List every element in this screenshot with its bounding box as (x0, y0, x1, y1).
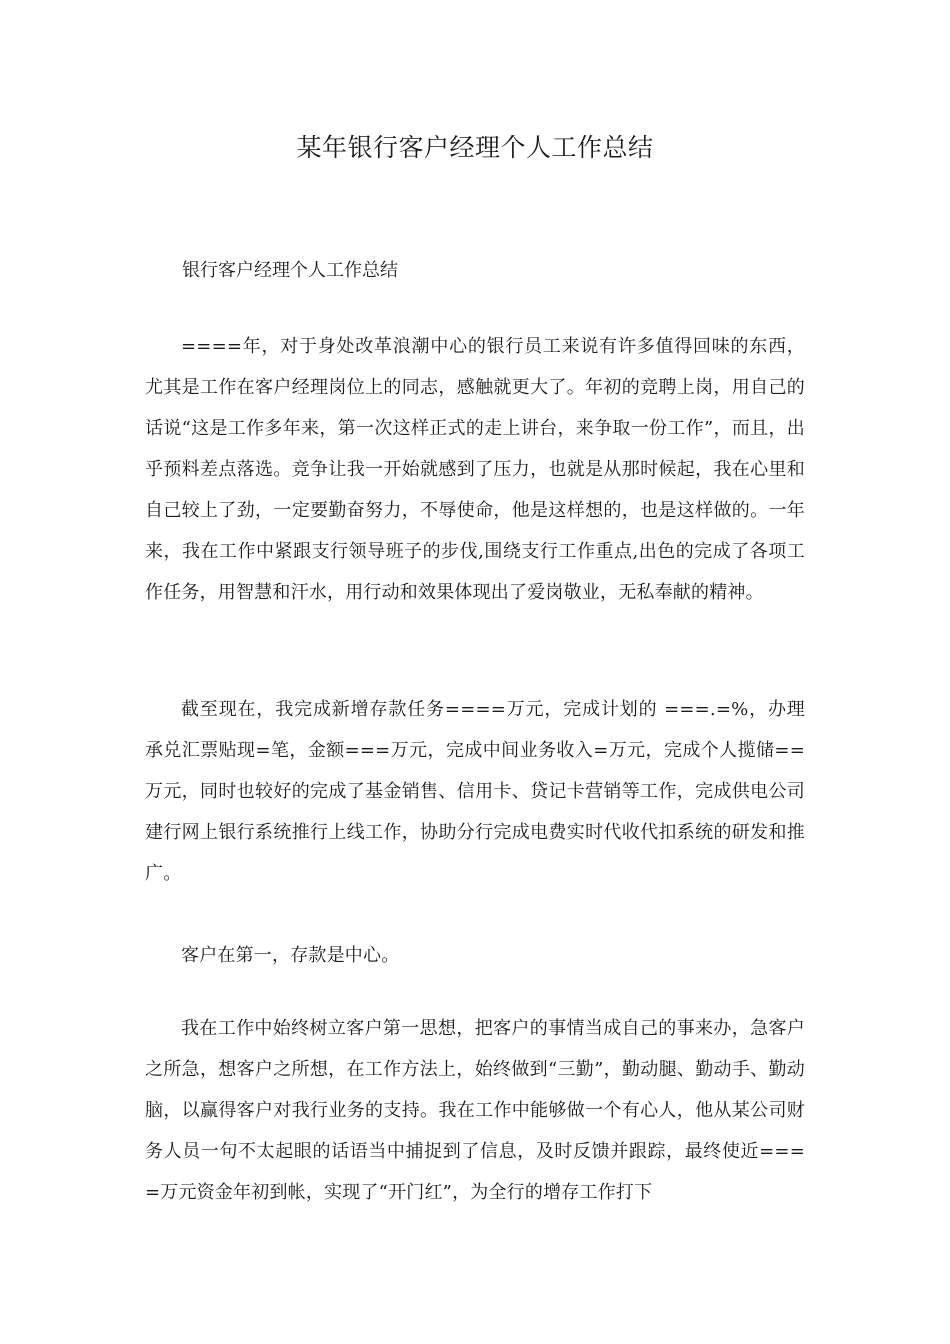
document-title: 某年银行客户经理个人工作总结 (296, 133, 654, 162)
paragraph-3: 客户在第一，存款是中心。 (181, 945, 400, 966)
document-subtitle: 银行客户经理个人工作总结 (182, 260, 398, 281)
paragraph-2: 截至现在，我完成新增存款任务====万元，完成计划的 ===.=%，办理承兑汇票贴现=笔，金额===万元，完成中间业务收入=万元，完成个人揽储==万元，同时也较好的完成了基金销售、信用卡、贷记卡营销等工作，完成供电公司建行网上银行系统推行上线工作，协助分行完成电费实时代收代扣系统的研发和推广。 (145, 699, 805, 884)
paragraph-4: 我在工作中始终树立客户第一思想，把客户的事情当成自己的事来办，急客户之所急，想客户之所想，在工作方法上，始终做到“三勤”，勤动腿、勤动手、勤动脑，以赢得客户对我行业务的支持。我在工作中能够做一个有心人，他从某公司财务人员一句不太起眼的话语当中捕捉到了信息，及时反馈并跟踪，最终使近====万元资金年初到帐，实现了“开门红”，为全行的增存工作打下 (145, 1018, 805, 1203)
paragraph-1: ====年，对于身处改革浪潮中心的银行员工来说有许多值得回味的东西，尤其是工作在客户经理岗位上的同志，感触就更大了。年初的竞聘上岗，用自己的话说“这是工作多年来，第一次这样正式的走上讲台，来争取一份工作”，而且，出乎预料差点落选。竞争让我一开始就感到了压力，也就是从那时候起，我在心里和自己较上了劲，一定要勤奋努力，不辱使命，他是这样想的，也是这样做的。一年来，我在工作中紧跟支行领导班子的步伐,围绕支行工作重点,出色的完成了各项工作任务，用智慧和汗水，用行动和效果体现出了爱岗敬业，无私奉献的精神。 (145, 336, 805, 603)
